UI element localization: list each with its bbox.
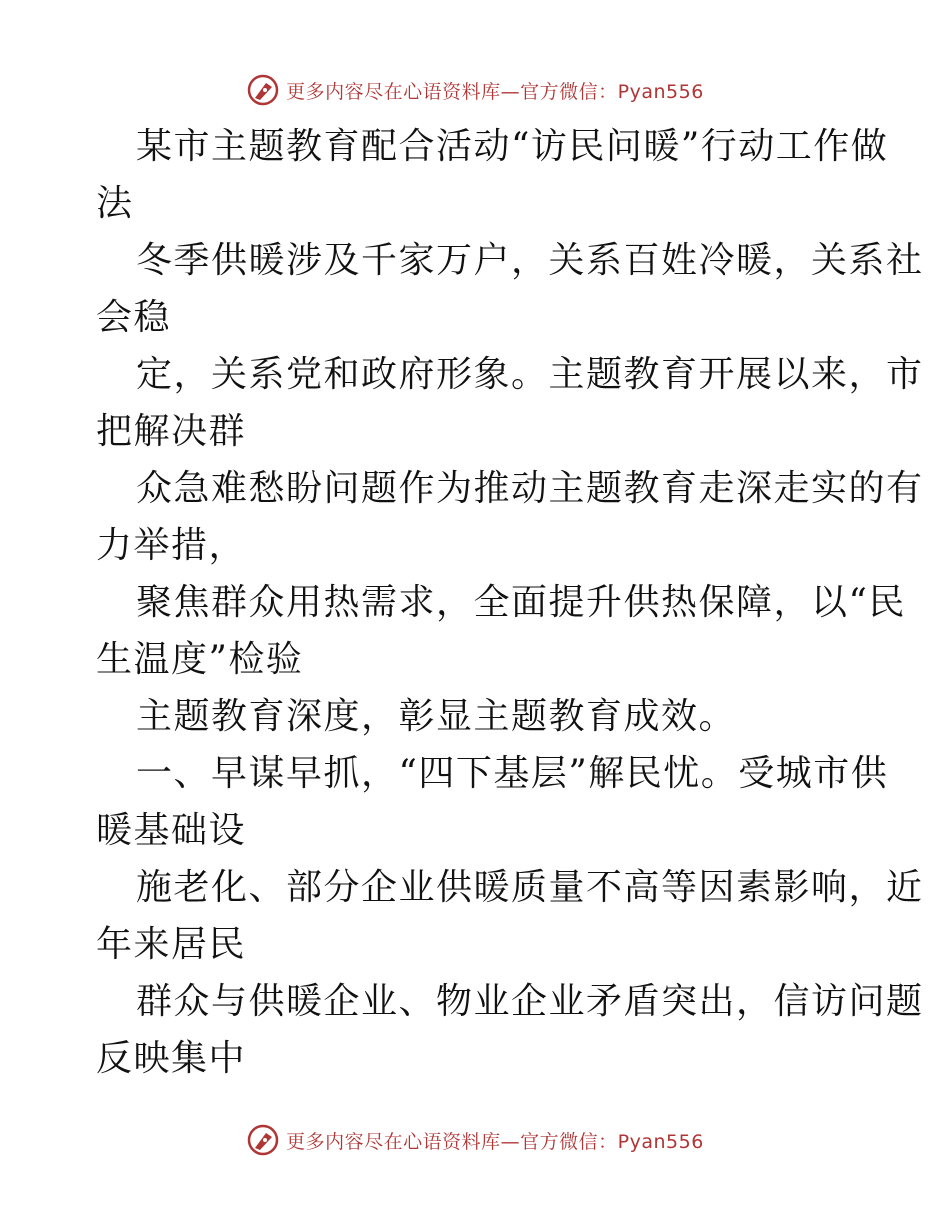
text-line: 群众与供暖企业、物业企业矛盾突出，信访问题: [136, 981, 924, 1022]
text-line: 某市主题教育配合活动“访民问暖”行动工作做: [136, 126, 889, 167]
text-line: 把解决群: [96, 411, 247, 452]
text-line: 暖基础设: [96, 810, 247, 851]
text-line: 冬季供暖涉及千家万户，关系百姓冷暖，关系社: [136, 240, 924, 281]
text-line: 众急难愁盼问题作为推动主题教育走深走实的有: [136, 468, 924, 509]
text-line: 年来居民: [96, 924, 247, 965]
document-body: [96, 118, 924, 1087]
text-line: 主题教育深度，彰显主题教育成效。: [136, 696, 737, 737]
header-banner: [0, 70, 950, 110]
text-line: 会稳: [96, 297, 172, 338]
pen-nib-logo-icon: [246, 73, 280, 107]
text-line: 力举措，: [96, 525, 247, 566]
text-line: 反映集中: [96, 1038, 247, 1079]
text-line: 聚焦群众用热需求，全面提升供热保障，以“民: [136, 582, 906, 623]
text-line: 生温度”检验: [96, 639, 304, 680]
footer-banner-text: 更多内容尽在心语资料库—官方微信：Pyan556: [286, 1130, 704, 1153]
text-line: 施老化、部分企业供暖质量不高等因素影响，近: [136, 867, 924, 908]
header-banner-text: 更多内容尽在心语资料库—官方微信：Pyan556: [286, 80, 704, 103]
text-line: 一、早谋早抓，“四下基层”解民忧。受城市供: [136, 753, 889, 794]
text-line: 法: [96, 183, 134, 224]
pen-nib-logo-icon: [246, 1123, 280, 1157]
text-line: 定，关系党和政府形象。主题教育开展以来，市: [136, 354, 924, 395]
footer-banner: [0, 1120, 950, 1160]
